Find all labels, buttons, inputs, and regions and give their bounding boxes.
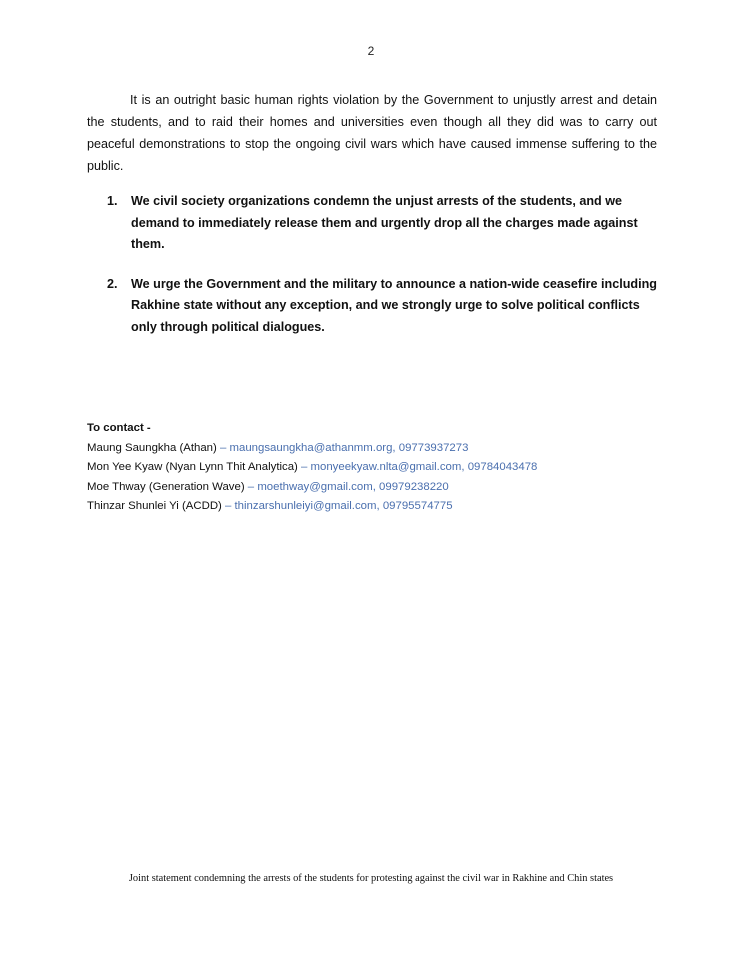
- contact-name: Thinzar Shunlei Yi (ACDD): [87, 500, 222, 512]
- demands-list: [87, 191, 657, 356]
- contact-name: Mon Yee Kyaw (Nyan Lynn Thit Analytica): [87, 461, 298, 473]
- contact-comma: ,: [461, 461, 468, 473]
- contact-separator: –: [297, 461, 311, 473]
- contact-name: Moe Thway (Generation Wave): [87, 480, 245, 493]
- contact-line: [87, 497, 657, 517]
- demand-text: We civil society organizations condemn the unjust arrests of the students, and we demand to immediately release them and urgently drop all the charges made against them.: [131, 194, 638, 251]
- contact-phone: 09773937273: [398, 441, 469, 454]
- contact-email-link[interactable]: monyeekyaw.nlta@gmail.com: [310, 461, 462, 473]
- contact-name: Maung Saungkha (Athan): [87, 441, 217, 454]
- contact-separator: –: [216, 441, 230, 454]
- contact-separator: –: [244, 480, 258, 493]
- contact-line: [87, 458, 657, 478]
- contact-comma: ,: [376, 500, 383, 512]
- contact-phone: 09784043478: [467, 461, 538, 473]
- contact-email-link[interactable]: thinzarshunleiyi@gmail.com: [234, 500, 377, 512]
- contact-block: [87, 419, 657, 517]
- contact-phone: 09979238220: [379, 480, 449, 493]
- document-footer: Joint statement condemning the arrests of the students for protesting against the civil war in Rakhine and Chin states: [128, 873, 614, 884]
- contact-separator: –: [221, 500, 235, 512]
- contact-comma: ,: [392, 441, 399, 454]
- contact-heading: To contact -: [87, 422, 151, 434]
- contact-email-link[interactable]: maungsaungkha@athanmm.org: [229, 441, 393, 454]
- contact-phone: 09795574775: [382, 500, 453, 512]
- contact-line: [87, 478, 657, 498]
- demand-number: 1.: [107, 194, 118, 208]
- contact-comma: ,: [372, 480, 380, 493]
- demand-item: [87, 191, 657, 256]
- demand-number: 2.: [107, 276, 118, 291]
- contact-line: [87, 439, 657, 459]
- page-number: 2: [367, 44, 375, 58]
- intro-paragraph: It is an outright basic human rights violation by the Government to unjustly arrest and detain the students, and to raid their homes and universities even though all they did was to carry out peaceful demonstrations to stop the ongoing civil wars which have caused immense suffering to the public.: [87, 93, 657, 173]
- contact-email-link[interactable]: moethway@gmail.com: [257, 480, 373, 493]
- demand-item: [87, 274, 657, 339]
- demand-text: We urge the Government and the military to announce a nation-wide ceasefire including Rakhine state without any exception, and we strongly urge to solve political conflicts only through political dialogues.: [131, 276, 657, 334]
